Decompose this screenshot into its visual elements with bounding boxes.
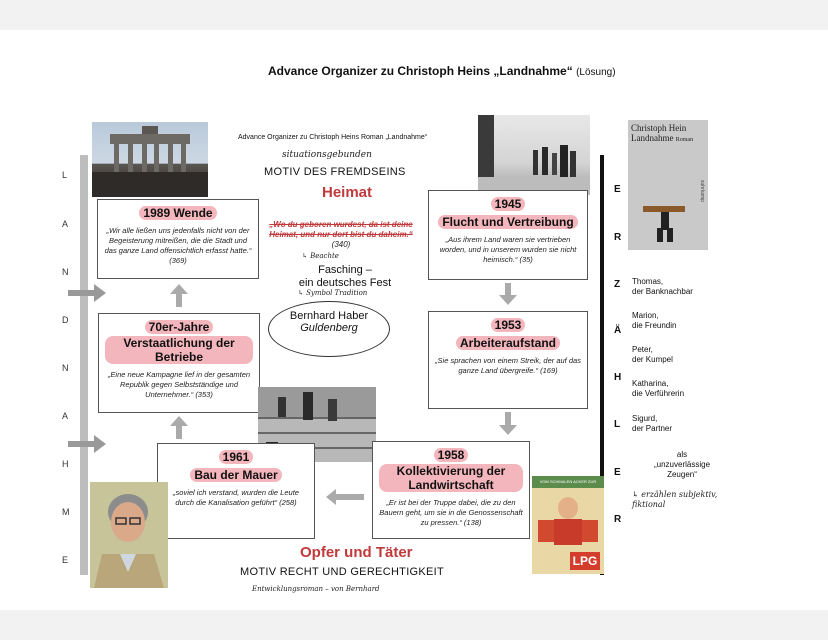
narrator-note-line: als (676, 450, 688, 459)
left-letter: N (62, 363, 69, 373)
poster-top-text: VOM SCHMALEN ACKER ZUR (532, 476, 604, 488)
bar-arrow-head (94, 435, 106, 453)
narrator-sigurd: Sigurd, der Partner (632, 414, 673, 433)
book-cover (628, 120, 708, 250)
fasching-text: Fasching – (318, 264, 372, 276)
event-1989 (97, 199, 259, 279)
event-year: 1989 Wende (139, 206, 216, 220)
event-year: 1958 (434, 448, 469, 462)
entwicklungsroman-note: Entwicklungsroman – von Bernhard (252, 585, 380, 593)
bar-arrow-shaft (68, 290, 96, 296)
event-1953 (428, 311, 588, 409)
event-quote: „Er ist bei der Truppe dabei, die zu den Bauern geht, um sie in die Genossenschaft zu pressen.“ (138) (379, 498, 523, 527)
narrator-note (642, 450, 722, 480)
left-letter: E (62, 555, 69, 565)
flow-arrow-shaft (336, 494, 364, 500)
left-letter: M (62, 507, 70, 517)
landnahme-bar (80, 155, 88, 575)
event-title: Bau der Mauer (190, 468, 281, 482)
book-publisher: suhrkamp (699, 180, 705, 202)
narrator-peter: Peter, der Kumpel (632, 345, 673, 364)
event-title: Verstaatlichung der Betriebe (105, 336, 253, 364)
right-letter: Ä (614, 325, 622, 336)
center-place: Guldenberg (300, 322, 358, 334)
poster-lpg: LPG (570, 552, 600, 570)
left-letter: H (62, 459, 69, 469)
left-letter: D (62, 315, 69, 325)
bar-arrow-head (94, 284, 106, 302)
event-year: 70er-Jahre (145, 320, 214, 334)
subtitle: Advance Organizer zu Christoph Heins Roman „Landnahme“ (238, 134, 428, 141)
heimat-quote: „Wo du geboren wurdest, da ist deine Heimat, und nur dort bist du daheim.“ (269, 220, 413, 239)
right-letter: E (614, 467, 621, 478)
lpg-poster (532, 476, 604, 574)
right-letter: R (614, 514, 622, 525)
book-title: Landnahme (631, 133, 674, 143)
author-photo (90, 482, 168, 588)
flow-arrow-down (499, 295, 517, 305)
event-title: Kollektivierung der Landwirtschaft (379, 464, 523, 492)
flow-arrow-up (170, 416, 188, 426)
event-70er (98, 313, 260, 413)
situationsgebunden-note: situationsgebunden (282, 150, 372, 160)
right-letter: H (614, 372, 622, 383)
opfer-taeter-heading: Opfer und Täter (300, 544, 413, 561)
subjective-note: ↳ erzählen subjektiv, fiktional (632, 490, 718, 509)
event-1958 (372, 441, 530, 539)
narrator-marion: Marion, die Freundin (632, 311, 677, 330)
event-1945 (428, 190, 588, 280)
event-year: 1961 (219, 450, 254, 464)
fasching-text-2: ein deutsches Fest (298, 277, 392, 289)
flow-arrow-shaft (176, 425, 182, 439)
event-title: Arbeiteraufstand (456, 336, 560, 350)
heimat-heading: Heimat (322, 184, 373, 201)
heimat-quote-page: (340) (331, 240, 351, 249)
event-quote: „Aus ihrem Land waren sie vertrieben worden, und in unserem wurden sie nicht heimisch.“ (35) (439, 235, 577, 264)
event-quote: „soviel ich verstand, wurden die Leute durch die Kanalisation geführt“ (258) (173, 488, 299, 507)
bar-arrow-shaft (68, 441, 96, 447)
brandenburg-gate-photo (92, 122, 208, 197)
flow-arrow-shaft (176, 293, 182, 307)
symbol-tradition-note: ↳ Symbol Tradition (298, 289, 368, 297)
left-letter: A (62, 219, 69, 229)
left-letter: N (62, 267, 69, 277)
event-1961 (157, 443, 315, 539)
narrator-thomas: Thomas, der Banknachbar (632, 277, 693, 296)
narrator-note-line: „unzuverlässige (653, 460, 711, 469)
narrator-katharina: Katharina, die Verführerin (632, 379, 685, 398)
event-year: 1953 (491, 318, 526, 332)
right-letter: L (614, 419, 621, 430)
motif-fremdsein: MOTIV DES FREMDSEINS (264, 166, 406, 178)
event-title: Flucht und Vertreibung (438, 215, 577, 229)
flow-arrow-down (499, 425, 517, 435)
motif-gerechtigkeit: MOTIV RECHT UND GERECHTIGKEIT (240, 566, 445, 578)
event-quote: „Sie sprachen von einem Streik, der auf das ganze Land übergreife.“ (169) (435, 356, 581, 375)
flow-arrow-up (170, 284, 188, 294)
beachte-note: ↳ Beachte (302, 252, 339, 260)
event-quote: „Wir alle ließen uns jedenfalls nicht von der Begeisterung mitreißen, die die Stadt und das ganze Land offensichtlich erfasst hatte.“ (369) (104, 226, 252, 265)
heimat-quote-block (266, 220, 416, 250)
book-genre: Roman (675, 137, 694, 143)
narrator-note-line: Zeugen“ (667, 470, 697, 479)
refugee-photo (478, 115, 590, 195)
center-oval (268, 301, 390, 357)
flow-arrow-left (326, 489, 336, 505)
event-quote: „Eine neue Kampagne lief in der gesamten Republik gegen Selbstständige und Unternehmer.“ (353) (107, 370, 251, 399)
page-title: Advance Organizer zu Christoph Heins „Landnahme“ (Lösung) (268, 64, 616, 78)
right-letter: Z (614, 279, 621, 290)
left-letter: A (62, 411, 69, 421)
center-name: Bernhard Haber (289, 310, 369, 322)
right-letter: R (614, 232, 622, 243)
event-year: 1945 (491, 197, 526, 211)
left-letter: L (62, 170, 68, 180)
right-letter: E (614, 184, 621, 195)
book-author: Christoph Hein (631, 123, 687, 133)
flow-arrow-shaft (505, 412, 511, 426)
